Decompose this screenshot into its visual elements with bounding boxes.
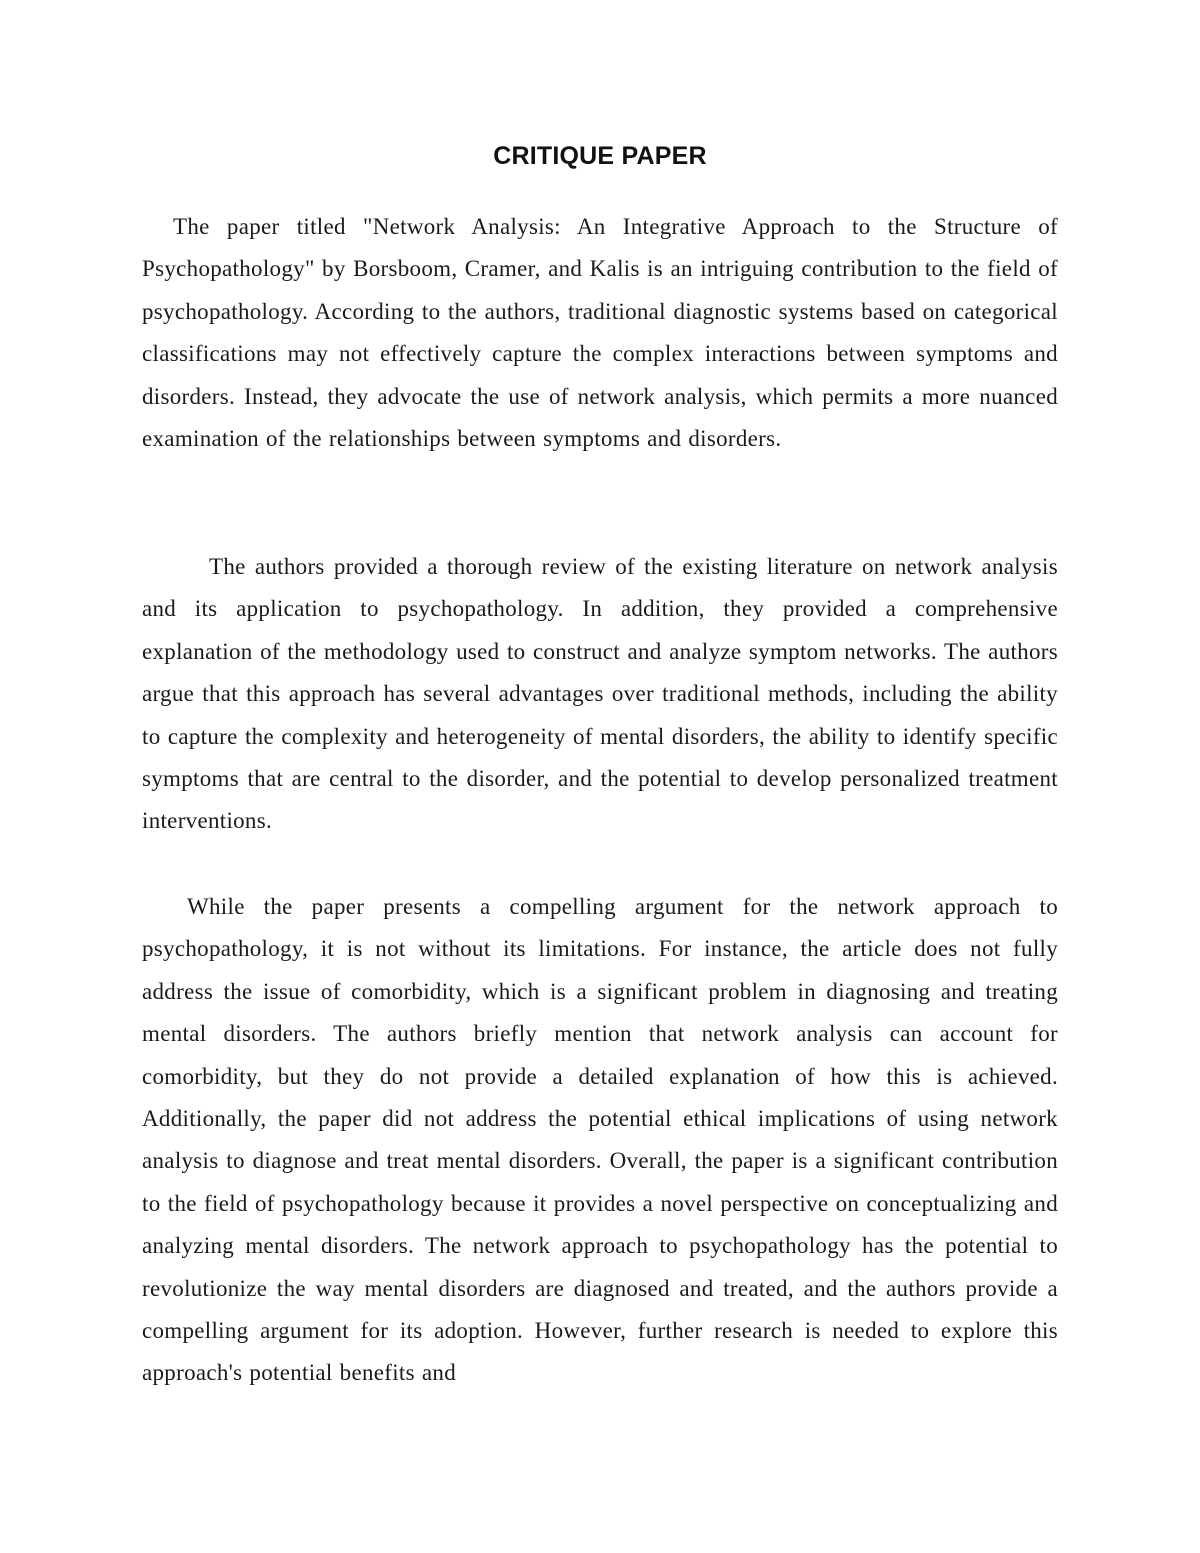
paragraph-3: While the paper presents a compelling argument for the network approach to psychopathology, it is not without its limitations. For instance, the article does not fully address the issue of comorbidity, which is a significant problem in diagnosing and treating mental disorders. The authors briefly mention that network analysis can account for comorbidity, but they do not provide a detailed explanation of how this is achieved. Additionally, the paper did not address the potential ethical implications of using network analysis to diagnose and treat mental disorders. Overall, the paper is a significant contribution to the field of psychopathology because it provides a novel perspective on conceptualizing and analyzing mental disorders. The network approach to psychopathology has the potential to revolutionize the way mental disorders are diagnosed and treated, and the authors provide a compelling argument for its adoption. However, further research is needed to explore this approach's potential benefits and	[142, 894, 1058, 1386]
page-title: CRITIQUE PAPER	[493, 142, 707, 170]
paragraph-1: The paper titled "Network Analysis: An Integrative Approach to the Structure of Psychopathology" by Borsboom, Cramer, and Kalis is an intriguing contribution to the field of psychopathology. According to the authors, traditional diagnostic systems based on categorical classifications may not effectively capture the complex interactions between symptoms and disorders. Instead, they advocate the use of network analysis, which permits a more nuanced examination of the relationships between symptoms and disorders.	[142, 214, 1058, 452]
paragraph-2: The authors provided a thorough review of the existing literature on network analysis and its application to psychopathology. In addition, they provided a comprehensive explanation of the methodology used to construct and analyze symptom networks. The authors argue that this approach has several advantages over traditional methods, including the ability to capture the complexity and heterogeneity of mental disorders, the ability to identify specific symptoms that are central to the disorder, and the potential to develop personalized treatment interventions.	[142, 554, 1058, 834]
